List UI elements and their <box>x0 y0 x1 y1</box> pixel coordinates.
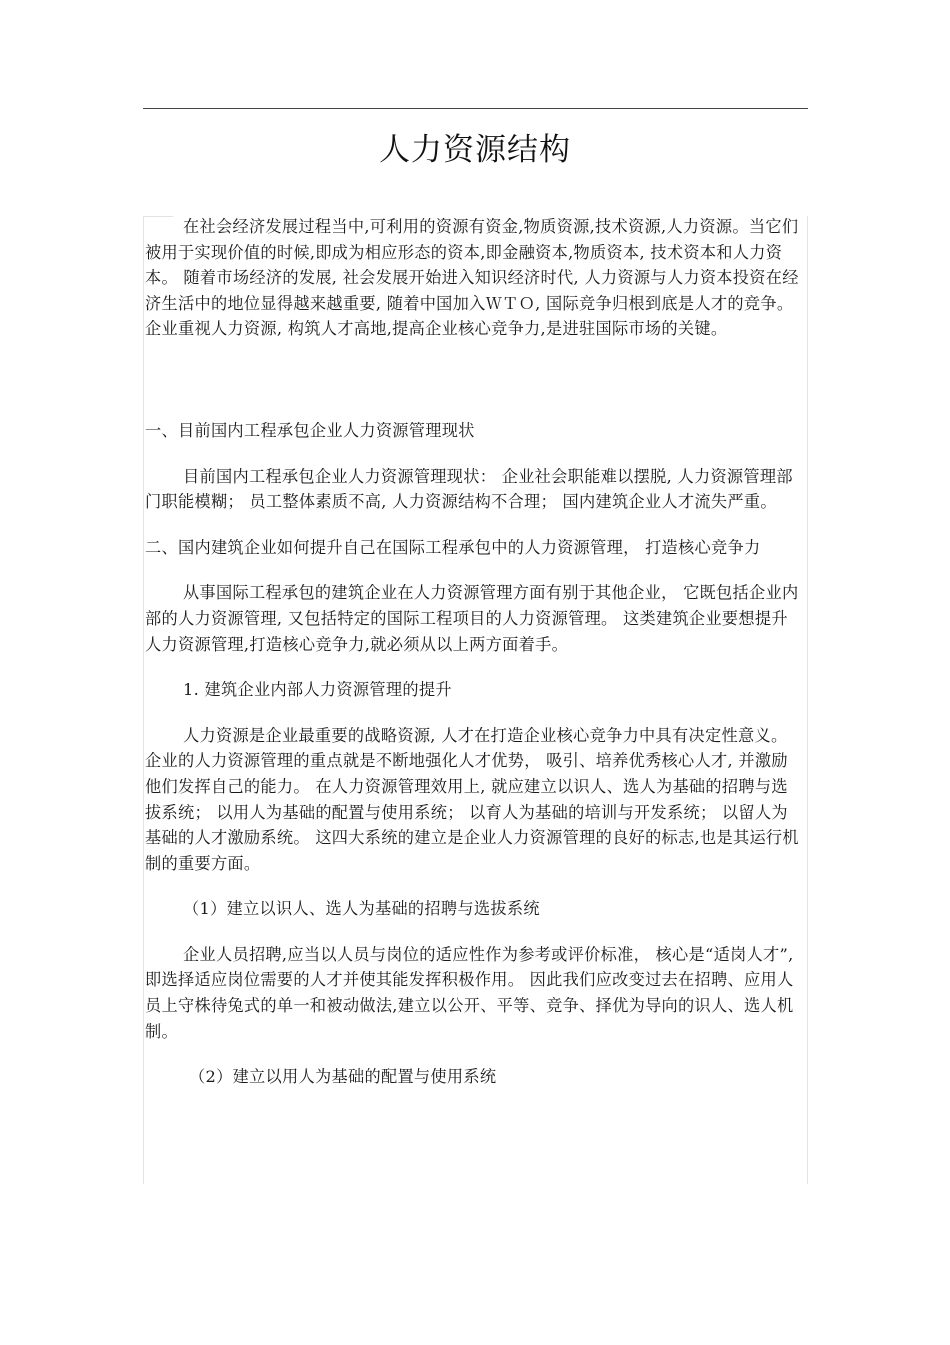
subsection-1-paragraph: 人力资源是企业最重要的战略资源, 人才在打造企业核心竞争力中具有决定性意义。企业的人力资源管理的重点就是不断地强化人才优势， 吸引、培养优秀核心人才, 并激励他们发挥自己的能力。 在人力资源管理效用上, 就应建立以识人、选人为基础的招聘与选拔系统； 以用人为基础的配置与使用系统； 以育人为基础的培训与开发系统； 以留人为基础的人才激励系统。 这四大系统的建立是企业人力资源管理的良好的标志,也是其运行机制的重要方面。 <box>145 725 799 873</box>
section-1-paragraph: 目前国内工程承包企业人力资源管理现状： 企业社会职能难以摆脱, 人力资源管理部门职能模糊； 员工整体素质不高, 人力资源结构不合理； 国内建筑企业人才流失严重。 <box>145 466 793 512</box>
document-title: 人力资源结构 <box>379 132 571 168</box>
section-1-heading: 一、目前国内工程承包企业人力资源管理现状 <box>145 420 475 440</box>
section-2-heading: 二、国内建筑企业如何提升自己在国际工程承包中的人力资源管理， 打造核心竞争力 <box>145 537 761 557</box>
header-rule <box>143 108 808 109</box>
item-1-heading: （1）建立以识人、选人为基础的招聘与选拔系统 <box>183 899 540 919</box>
spacer <box>145 342 799 418</box>
item-1-paragraph: 企业人员招聘,应当以人员与岗位的适应性作为参考或评价标准， 核心是“适岗人才”,即选择适应岗位需要的人才并使其能发挥积极作用。 因此我们应改变过去在招聘、应用人员上守株待兔式的单一和被动做法,建立以公开、平等、竞争、择优为导向的识人、选人机制。 <box>145 944 794 1041</box>
item-2-heading: （2）建立以用人为基础的配置与使用系统 <box>189 1067 497 1087</box>
text-frame-right-border <box>807 216 808 1184</box>
intro-paragraph: 在社会经济发展过程当中,可利用的资源有资金,物质资源,技术资源,人力资源。当它们被用于实现价值的时候,即成为相应形态的资本,即金融资本,物质资本, 技术资本和人力资本。 随着市场经济的发展, 社会发展开始进入知识经济时代, 人力资源与人力资本投资在经济生活中的地位显得越来越重要, 随着中国加入ＷＴＯ, 国际竞争归根到底是人才的竞争。 企业重视人力资源, 构筑人才高地,提高企业核心竞争力,是进驻国际市场的关键。 <box>145 217 799 339</box>
subsection-1-heading: 1. 建筑企业内部人力资源管理的提升 <box>183 680 452 700</box>
document-body <box>145 214 799 1090</box>
text-frame-left-border <box>143 216 144 1184</box>
section-2-paragraph: 从事国际工程承包的建筑企业在人力资源管理方面有别于其他企业， 它既包括企业内部的人力资源管理, 又包括特定的国际工程项目的人力资源管理。 这类建筑企业要想提升人力资源管理,打造核心竞争力,就必须从以上两方面着手。 <box>145 583 799 654</box>
